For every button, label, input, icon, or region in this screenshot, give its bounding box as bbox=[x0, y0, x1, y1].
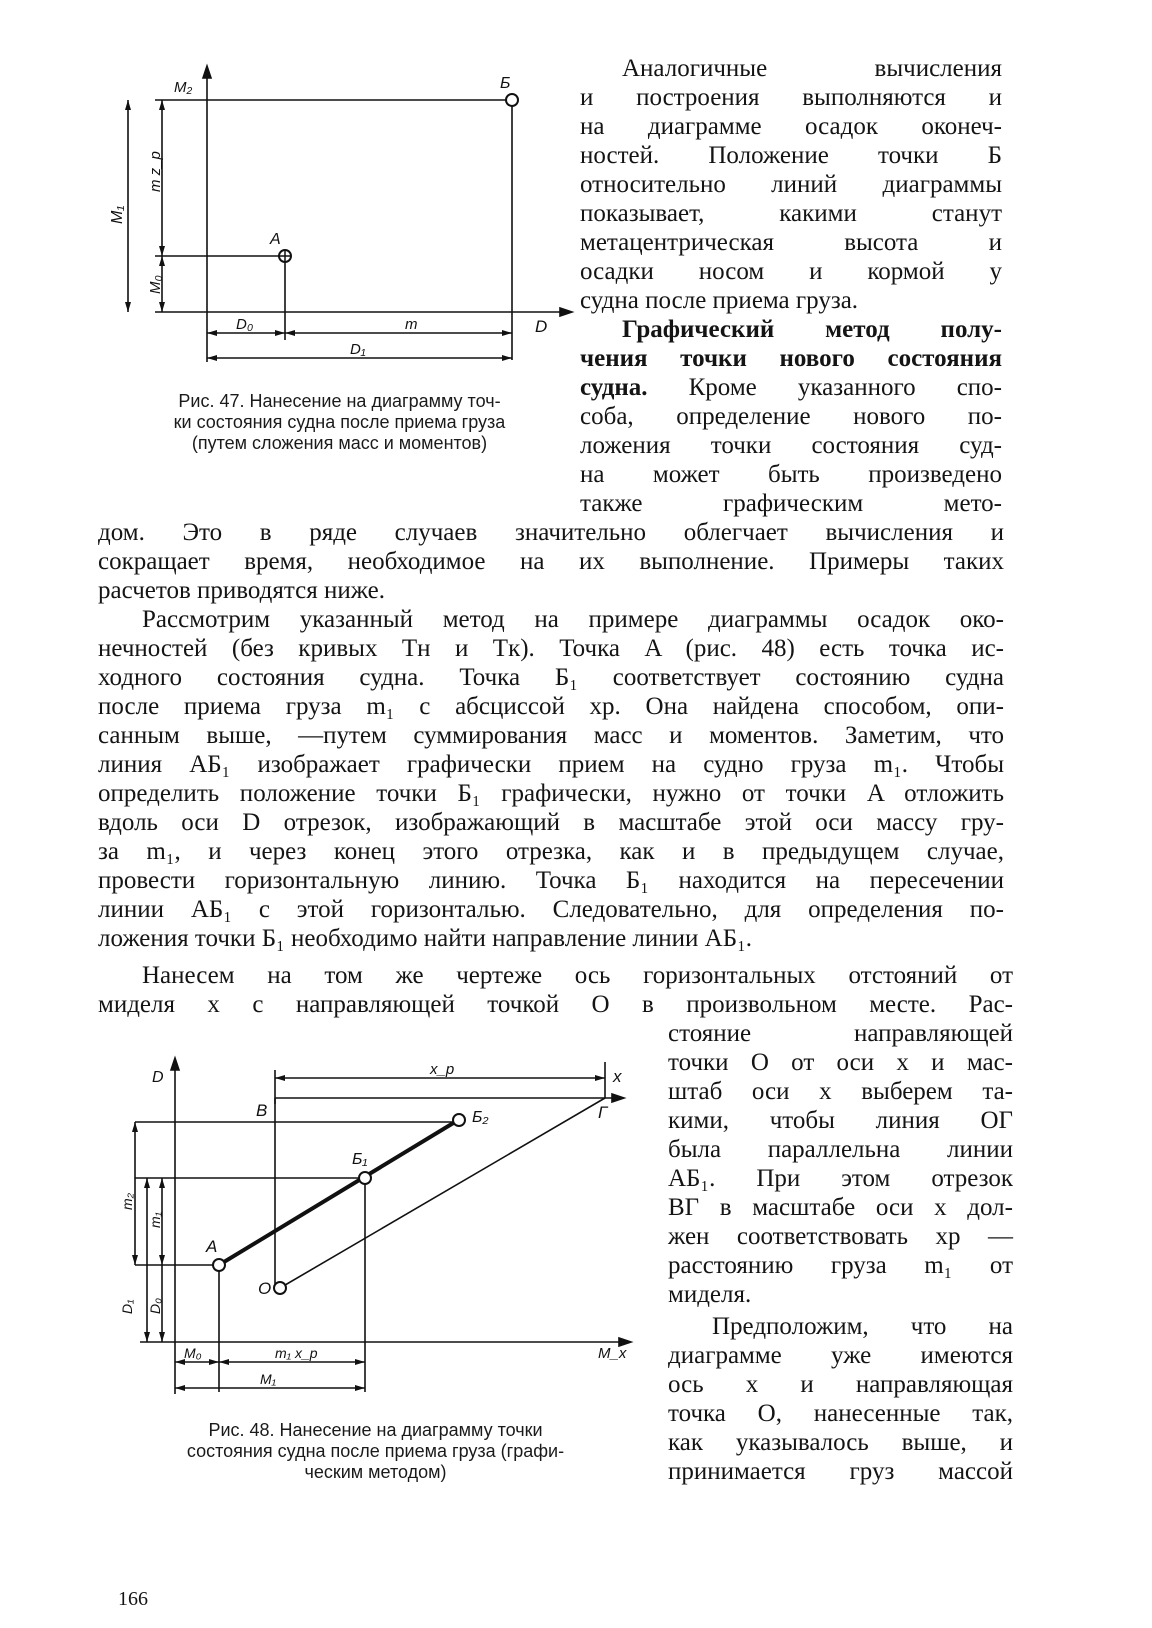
heading-line: чения точки нового состояния bbox=[580, 345, 1002, 372]
label-a: A bbox=[206, 1237, 218, 1256]
label-m2: m₂ bbox=[119, 1192, 135, 1210]
text-line: как указывалось выше, и bbox=[668, 1429, 1013, 1456]
caption-line: (путем сложения масс и моментов) bbox=[191, 433, 488, 453]
figure-48 bbox=[100, 1052, 640, 1402]
paragraph-right-top bbox=[580, 54, 1002, 315]
text-line: Нанесем на том же чертеже ось горизонтальных отстояний от bbox=[142, 962, 1013, 989]
label-g: Г bbox=[598, 1103, 608, 1122]
paragraph-full-3 bbox=[98, 961, 1013, 1019]
text-line: Предположим, что на bbox=[712, 1313, 1013, 1340]
label-m1: m₁ bbox=[147, 1211, 163, 1228]
label-v: В bbox=[256, 1101, 268, 1120]
label-o: O bbox=[258, 1279, 272, 1298]
text-line: метацентрическая высота и bbox=[580, 229, 1002, 256]
paragraph-full-1 bbox=[98, 518, 1004, 605]
text-line: и построения выполняются и bbox=[580, 84, 1002, 111]
label-b1: Б₁ bbox=[352, 1151, 368, 1168]
label-xp: x_p bbox=[430, 1061, 455, 1078]
caption-line: Рис. 48. Нанесение на диаграмму точки bbox=[208, 1420, 543, 1440]
figure-47 bbox=[100, 62, 580, 372]
text-line: осадки носом и кормой у bbox=[580, 258, 1002, 285]
text-line: на может быть произведено bbox=[580, 461, 1002, 488]
text-line: ось x и направляющая bbox=[668, 1371, 1013, 1398]
text-line: ВГ в масштабе оси x дол- bbox=[668, 1194, 1013, 1221]
point-o-marker bbox=[274, 1282, 286, 1294]
caption-line: ческим методом) bbox=[304, 1462, 447, 1482]
text-line: ностей. Положение точки Б bbox=[580, 142, 1002, 169]
label-b2: Б₂ bbox=[472, 1109, 489, 1126]
text-line: расстоянию груза m₁ от bbox=[668, 1252, 1013, 1279]
caption-line: состояния судна после приема груза (графи- bbox=[186, 1441, 565, 1461]
text-line: стояние направляющей bbox=[668, 1020, 1013, 1047]
text-line: точки O от оси x и мас- bbox=[668, 1049, 1013, 1076]
label-m0: M₀ bbox=[184, 1345, 202, 1361]
text-line: жен соответствовать xр — bbox=[668, 1223, 1013, 1250]
text-line: Аналогичные вычисления bbox=[622, 55, 1002, 82]
text-line: на диаграмме осадок оконеч- bbox=[580, 113, 1002, 140]
point-b-marker bbox=[506, 94, 518, 106]
label-d0: D₀ bbox=[236, 316, 254, 333]
figure-48-caption bbox=[108, 1420, 643, 1483]
text-line: дом. Это в ряде случаев значительно облегчает вычисления и bbox=[98, 519, 1004, 546]
paragraph-right-bottom-2 bbox=[668, 1312, 1013, 1486]
label-m1xp: m₁ x_p bbox=[275, 1345, 318, 1361]
text-line: санным выше, —путем суммирования масс и моментов. Заметим, что bbox=[98, 722, 1004, 749]
label-mm1: M₁ bbox=[260, 1371, 277, 1387]
label-m1: M₁ bbox=[109, 205, 126, 224]
line-a-b2 bbox=[219, 1122, 455, 1265]
label-mzp: m z_p bbox=[147, 151, 164, 192]
text-line: судна после приема груза. bbox=[580, 287, 859, 314]
text-line: принимается груз массой bbox=[668, 1458, 1013, 1485]
caption-line: Рис. 47. Нанесение на диаграмму точ- bbox=[178, 391, 501, 411]
text-line: ложения точки состояния суд- bbox=[580, 432, 1002, 459]
text-line: штаб оси x выберем та- bbox=[668, 1078, 1013, 1105]
label-d1: D₁ bbox=[350, 341, 366, 358]
text-line: расчетов приводятся ниже. bbox=[98, 577, 386, 604]
heading-line: судна. bbox=[580, 374, 648, 401]
text-line: миделя. bbox=[668, 1281, 752, 1308]
text-line: линии AБ₁ с этой горизонталью. Следовательно, для определения по- bbox=[98, 896, 1004, 923]
label-d0: D₀ bbox=[147, 1297, 163, 1314]
text-line: вдоль оси D отрезок, изображающий в масштабе этой оси массу гру- bbox=[98, 809, 1004, 836]
text-line: после приема груза m₁ с абсциссой xр. Она найдена способом, опи- bbox=[98, 693, 1004, 720]
text-line: AБ₁. При этом отрезок bbox=[668, 1165, 1013, 1192]
point-b1-marker bbox=[359, 1172, 371, 1184]
label-m: m bbox=[405, 316, 418, 333]
label-x: x bbox=[613, 1067, 622, 1086]
text-line: провести горизонтальную линию. Точка Б₁ находится на пересечении bbox=[98, 867, 1004, 894]
label-m0: M₀ bbox=[147, 275, 164, 294]
text-line: линия AБ₁ изображает графически прием на судно груза m₁. Чтобы bbox=[98, 751, 1004, 778]
label-d: D bbox=[152, 1069, 164, 1086]
text-line: Кроме указанного спо- bbox=[688, 374, 1003, 401]
label-b: Б bbox=[500, 75, 511, 92]
text-line bbox=[580, 373, 1002, 402]
caption-line: ки состояния судна после приема груза bbox=[173, 412, 506, 432]
paragraph-graphic-method bbox=[580, 315, 1002, 518]
heading-line: Графический метод полу- bbox=[622, 316, 1002, 343]
figure-47-caption bbox=[112, 391, 567, 454]
text-line: точка O, нанесенные так, bbox=[668, 1400, 1013, 1427]
text-line: диаграмме уже имеются bbox=[668, 1342, 1013, 1369]
text-line: кими, чтобы линия OГ bbox=[668, 1107, 1013, 1134]
text-line: относительно линий диаграммы bbox=[580, 171, 1002, 198]
text-line: миделя x с направляющей точкой O в произвольном месте. Рас- bbox=[98, 991, 1013, 1018]
text-line: нечностей (без кривых Tн и Tк). Точка A (рис. 48) есть точка ис- bbox=[98, 635, 1004, 662]
text-line: сокращает время, необходимое на их выполнение. Примеры таких bbox=[98, 548, 1004, 575]
text-line: показывает, какими станут bbox=[580, 200, 1002, 227]
text-line: ходного состояния судна. Точка Б₁ соответствует состоянию судна bbox=[98, 664, 1004, 691]
label-d1: D₁ bbox=[119, 1299, 135, 1314]
text-line: определить положение точки Б₁ графически, нужно от точки A отложить bbox=[98, 780, 1004, 807]
text-line: соба, определение нового по- bbox=[580, 403, 1002, 430]
label-m2: M₂ bbox=[174, 79, 193, 96]
text-line: ложения точки Б₁ необходимо найти направление линии AБ₁. bbox=[98, 925, 753, 952]
paragraph-right-bottom bbox=[668, 1019, 1013, 1309]
text-line: была параллельна линии bbox=[668, 1136, 1013, 1163]
text-line: за m₁, и через конец этого отрезка, как и в предыдущем случае, bbox=[98, 838, 1004, 865]
point-b2-marker bbox=[453, 1114, 465, 1126]
label-d: D bbox=[535, 317, 548, 336]
text-line: также графическим мето- bbox=[580, 490, 1002, 517]
label-mx: M_x bbox=[598, 1345, 627, 1362]
page-number: 166 bbox=[118, 1588, 148, 1610]
text-line: Рассмотрим указанный метод на примере диаграммы осадок око- bbox=[142, 606, 1004, 633]
label-a: A bbox=[270, 231, 281, 248]
point-a-marker bbox=[213, 1259, 225, 1271]
paragraph-full-2 bbox=[98, 605, 1004, 953]
